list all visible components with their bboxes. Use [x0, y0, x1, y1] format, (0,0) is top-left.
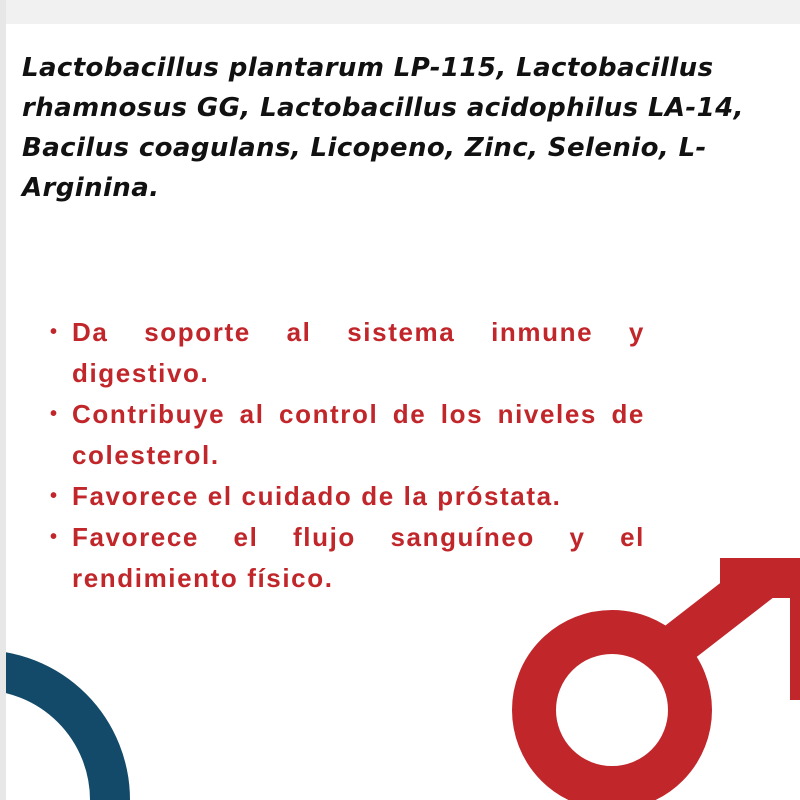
benefit-item — [50, 312, 645, 394]
benefit-item — [50, 394, 645, 476]
ingredients-text: Lactobacillus plantarum LP-115, Lactobacillus rhamnosus GG, Lactobacillus acidophilus LA-14, Bacilus coagulans, Licopeno, Zinc, Selenio, L-Arginina. — [22, 53, 744, 203]
bullet-icon: • — [50, 485, 59, 507]
benefit-text: Contribuye al control de los niveles de colesterol. — [72, 399, 645, 470]
benefit-text: Favorece el cuidado de la próstata. — [72, 481, 562, 511]
benefit-item — [50, 517, 645, 599]
benefit-item — [50, 476, 645, 517]
top-strip — [0, 0, 800, 24]
bullet-icon: • — [50, 403, 59, 425]
bullet-icon: • — [50, 526, 59, 548]
benefit-text: Favorece el flujo sanguíneo y el rendimiento físico. — [72, 522, 645, 593]
benefit-text: Da soporte al sistema inmune y digestivo. — [72, 317, 645, 388]
bullet-icon: • — [50, 321, 59, 343]
benefits-list — [50, 312, 645, 599]
